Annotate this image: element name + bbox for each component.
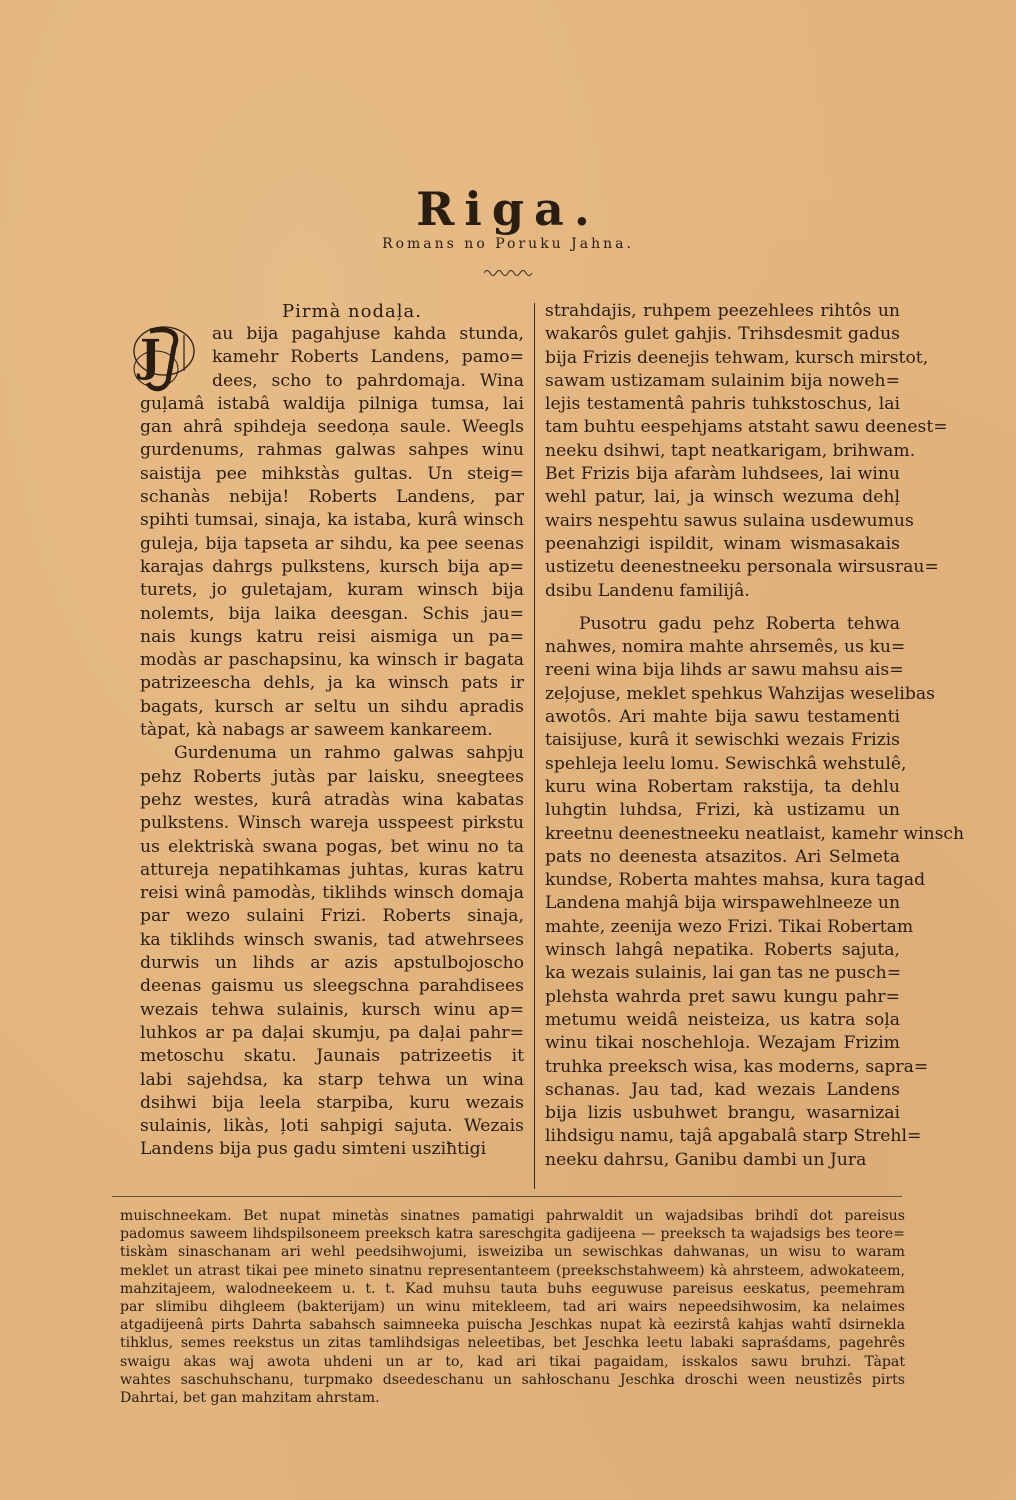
text-line: spehleja leelu lomu. Sewischkâ wehstulê, [545, 753, 907, 774]
first-paragraph [140, 323, 524, 742]
text-line: atgadijeenâ pirts Dahrta sabahsch saimneeka puischa Jeschkas nupat kà eezirstâ kahjas wahtî dsirnekla [120, 1317, 905, 1334]
text-line: muischneekam. Bet nupat minetàs sinatnes pamatigi pahrwaldit un wajadsibas brihdî dot pareisus [120, 1208, 905, 1224]
text-line: swaigu akas waj awota uhdeni un ar to, kad ari tikai pagaidam, isskalos sawu bruhzi. Tàpat [120, 1353, 905, 1370]
text-line: ka wezais sulainis, lai gan tas ne pusch= [545, 963, 902, 984]
text-line: bija lizis usbuhwet brangu, wasarnizai [545, 1103, 900, 1124]
text-line: pehz westes, kurâ atradàs wina kabatas [140, 789, 524, 810]
footnote [120, 1207, 905, 1407]
text-line: par wezo sulaini Frizi. Roberts sinaja, [140, 906, 524, 927]
text-line: tiskàm sinaschanam ari wehl peedsihwojumi, isweiziba un sewischkas dahwanas, un wisu to waram [120, 1244, 905, 1261]
text-line: sawam ustizamam sulainim bija noweh= [545, 370, 900, 391]
text-line: winu tikai noschehloja. Wezajam Frizim [545, 1033, 900, 1054]
text-line: lihdsigu namu, tajâ apgabalâ starp Strehl= [545, 1126, 922, 1147]
text-line: au bija pagahjuse kahda stunda, [212, 324, 524, 344]
text-line: sulainis, likàs, ļoti sahpigi sajuta. Wezais [140, 1116, 524, 1137]
text-line: karajas dahrgs pulkstens, kursch bija ap= [140, 556, 524, 577]
text-line: nahwes, nomira mahte ahrsemês, us ku= [545, 637, 906, 658]
text-line: truhka preeksch wisa, kas moderns, sapra= [545, 1056, 929, 1077]
text-line: ka tiklihds winsch swanis, tad atwehrsees [140, 929, 524, 950]
text-line: kreetnu deenestneeku neatlaist, kamehr winsch [545, 823, 965, 844]
text-line: kuru wina Robertam rakstija, ta dehlu [545, 776, 900, 797]
text-line: plehsta wahrda pret sawu kungu pahr= [545, 986, 900, 1007]
right-first-paragraph [545, 300, 948, 603]
text-line: padomus saweem lihdspilsoneem preeksch katra sareschgita gadijeena — preeksch ta wajadsigs bes teore= [120, 1226, 905, 1243]
text-line: dsihwi bija leela starpiba, kuru wezais [140, 1092, 524, 1113]
text-line: tihklus, semes reekstus un zitas tamlihdsigas neleetibas, bet Jeschka leetu labaki sapraśdams, pagehrês [120, 1335, 905, 1352]
text-line: mahte, zeenija wezo Frizi. Tikai Robertam [545, 916, 914, 937]
right-second-paragraph [545, 613, 965, 1172]
text-line: Gurdenuma un rahmo galwas sahpju [174, 743, 524, 764]
text-line: schanàs nebija! Roberts Landens, par [140, 487, 524, 508]
text-line: bagats, kursch ar seltu un sihdu apradis [140, 696, 524, 717]
text-line: deenas gaismu us sleegschna parahdisees [140, 976, 524, 997]
column-divider [534, 303, 535, 1189]
text-line: kamehr Roberts Landens, pamo= [212, 347, 524, 368]
text-line: reisi winâ pamodàs, tiklihds winsch domaja [140, 883, 524, 904]
text-line: pats no deenesta atsazitos. Ari Selmeta [545, 846, 900, 867]
text-line: metumu weidâ neisteiza, us katra soļa [545, 1009, 900, 1030]
text-line: zeļojuse, meklet spehkus Wahzijas weselibas [545, 683, 935, 704]
page-subtitle: Romans no Poruku Jahna. [382, 236, 634, 252]
text-line: tam buhtu eespehjams atstaht sawu deenest= [545, 417, 948, 438]
text-line: gan ahrâ spihdeja seedoņa saule. Weegls [140, 417, 524, 438]
text-line: Landens bija pus gadu simteni usziħtigi [140, 1139, 487, 1160]
text-line: Bet Frizis bija afaràm luhdsees, lai winu [545, 464, 900, 485]
text-line: wairs nespehtu sawus sulaina usdewumus [545, 510, 914, 531]
text-line: strahdajis, ruhpem peezehlees rihtôs un [545, 301, 900, 321]
text-line: tàpat, kà nabags ar saweem kankareem. [140, 720, 493, 741]
ornamental-dropcap-icon [130, 321, 202, 397]
chapter-heading: Pirmà nodaļa. [282, 301, 422, 322]
text-line: Pusotru gadu pehz Roberta tehwa [579, 613, 900, 634]
text-line: metoschu skatu. Jaunais patrizeetis it [140, 1046, 524, 1067]
text-line: awotôs. Ari mahte bija sawu testamenti [545, 707, 900, 728]
text-line: mahzitajeem, walodneekeem u. t. t. Kad muhsu tauta buhs eeguwuse pareisus eeskatus, peemehram [120, 1280, 905, 1297]
text-line: peenahzigi ispildit, winam wismasakais [545, 533, 900, 554]
text-line: wahtes saschuhschanu, turpmako dseedeschanu un sahłoschanu Jeschka droschi ween neustizês pirts [120, 1371, 905, 1388]
text-line: wezais tehwa sulainis, kursch winu ap= [140, 999, 524, 1020]
text-line: neeku dahrsu, Ganibu dambi un Jura [545, 1149, 867, 1170]
text-line: spihti tumsai, sinaja, ka istaba, kurâ winsch [140, 510, 524, 531]
text-line: attureja nepatihkamas juhtas, kuras katru [140, 859, 524, 880]
text-line: patrizeescha dehls, ja ka winsch pats ir [140, 673, 524, 694]
text-line: luhkos ar pa daļai skumju, pa daļai pahr= [140, 1022, 524, 1043]
text-line: winsch lahgâ nepatika. Roberts sajuta, [545, 940, 900, 961]
second-paragraph [140, 742, 524, 1161]
text-line: lejis testamentâ pahris tuhkstoschus, lai [545, 394, 900, 415]
right-column [545, 300, 965, 1172]
text-line: kundse, Roberta mahtes mahsa, kura tagad [545, 870, 926, 891]
text-line: par slimibu dihgleem (bakterijam) un winu mitekleem, tad ari wairs nepeedsihwosim, ka nelaimes [120, 1299, 905, 1316]
text-line: guļamâ istabâ waldija pilniga tumsa, lai [140, 393, 524, 414]
text-line: dsibu Landenu familijâ. [545, 580, 750, 601]
text-line: modàs ar paschapsinu, ka winsch ir bagata [140, 650, 524, 671]
text-line: pehz Roberts jutàs par laisku, sneegtees [140, 766, 524, 787]
text-line: meklet un atrast tikai pee mineto sinatnu representanteem (preekschstahweem) kà ahrsteem, adwokateem, [120, 1262, 905, 1279]
text-line: labi sajehdsa, ka starp tehwa un wina [140, 1069, 524, 1090]
text-line: neeku dsihwi, tapt neatkarigam, brihwam. [545, 440, 916, 461]
text-line: wehl patur, lai, ja winsch wezuma dehļ [545, 487, 900, 508]
text-line: ustizetu deenestneeku personala wirsusrau= [545, 557, 939, 578]
text-line: us elektriskà swana pogas, bet winu no ta [140, 836, 524, 857]
text-line: saistija pee mihkstàs gultas. Un steig= [140, 463, 524, 484]
text-line: gurdenums, rahmas galwas sahpes winu [140, 440, 524, 461]
text-line: guleja, bija tapseta ar sihdu, ka pee seenas [140, 533, 524, 554]
text-line: schanas. Jau tad, kad wezais Landens [545, 1079, 900, 1100]
text-line: taisijuse, kurâ it sewischki wezais Frizis [545, 730, 900, 751]
dropcap-letter: J [140, 331, 161, 382]
footnote-rule [112, 1196, 902, 1197]
page-title: Riga. [416, 182, 600, 236]
text-line: nais kungs katru reisi aismiga un pa= [140, 626, 524, 647]
text-line: reeni wina bija lihds ar sawu mahsu ais= [545, 660, 904, 681]
text-line: Landena mahjâ bija wirspawehlneeze un [545, 893, 901, 914]
text-line: pulkstens. Winsch wareja usspeest pirkstu [140, 813, 524, 834]
left-column [140, 300, 524, 1162]
text-line: turets, jo guletajam, kuram winsch bija [140, 580, 524, 601]
text-line: luhgtin luhdsa, Frizi, kà ustizamu un [545, 800, 900, 821]
text-line: bija Frizis deenejis tehwam, kursch mirstot, [545, 347, 929, 368]
text-line: nolemts, bija laika deesgan. Schis jau= [140, 603, 524, 624]
text-line: wakarôs gulet gahjis. Trihsdesmit gadus [545, 324, 900, 345]
text-line: durwis un lihds ar azis apstulbojoscho [140, 953, 524, 974]
text-line: Dahrtai, bet gan mahzitam ahrstam. [120, 1390, 380, 1407]
ornament-divider-icon [484, 268, 534, 278]
text-line: dees, scho to pahrdomaja. Wina [212, 370, 524, 391]
